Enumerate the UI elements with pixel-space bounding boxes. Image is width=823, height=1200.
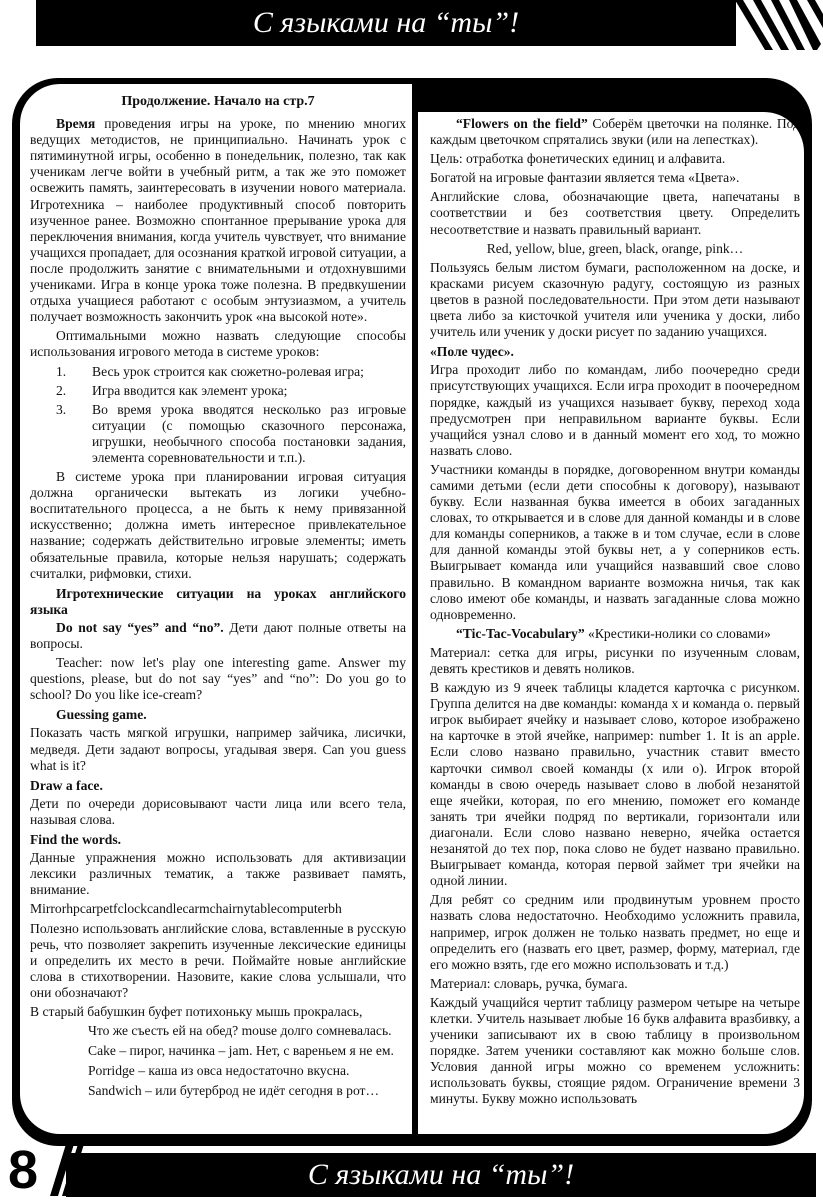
magazine-title: С языками на “ты”!	[252, 6, 520, 39]
paragraph-advanced: Для ребят со средним или продвинутым уровнем просто назвать слова недостаточно. Необходимо усложнить правила, например, игрок должен не только назвать предмет, но еще и определить его (назвать его цвет, размер, форму, материал, где его можно взять, где его можно использовать и т.д.)	[430, 892, 800, 972]
heading-pole-chudes: «Поле чудес».	[430, 344, 514, 360]
paragraph-pole-1: Игра проходит либо по командам, либо поочередно среди присутствующих учащихся. Если игра проходит в поочередном порядке, каждый из учащихся называет букву, переход хода предусмотрен при неправильном варианте буквы. Если учащийся узнал слово и в данный момент его ход, то можно назвать слово.	[430, 362, 800, 458]
paragraph-draw: Дети по очереди дорисовывают части лица или всего тела, называя слова.	[30, 795, 406, 827]
section-heading-situations: Игротехнические ситуации на уроках английского языка	[30, 585, 406, 617]
paragraph-teacher: Teacher: now let's play one interesting game. Answer my questions, please, but do not say “yes” and “no”: Do you go to school? Do you like ice-cream?	[30, 655, 406, 703]
paragraph-goal: Цель: отработка фонетических единиц и алфавита.	[430, 151, 726, 167]
paragraph-system: В системе урока при планировании игровая ситуация должна органически вытекать из логики учебно-воспитательного процесса, а не быть к нему привязанной искусственно; должна иметь интересное привлекательное название; содержать действительно игровые элементы; иметь обязательные правила, которые нельзя нарушать; содержать считалки, рифмовки, стихи.	[30, 469, 406, 581]
paragraph-cells: В каждую из 9 ячеек таблицы кладется карточка с рисунком. Группа делится на две команды: команда x и команда o. первый игрок выбирает ячейку и называет слово, которое изображено на карточке в этой ячейке, например: number 1. It is an apple. Если слово названо правильно, участник ставит вместо карточки символ своей команды (x или o). Игрок второй команды в свою очередь называет слово в любой незанятой еще ячейки, которая, по его мнению, поможет его команде занять три ячейки подряд по вертикали, горизонтали или диагонали. Если слово названо неверно, ячейка остается незанятой до тех пор, пока слово не будет названо правильно. Выигрывает команда, которая первой займет три ячейки на одной линии.	[430, 680, 800, 889]
bottom-banner	[66, 1153, 816, 1197]
list-item: 2. Игра вводится как элемент урока;	[56, 382, 288, 398]
paragraph-useful: Полезно использовать английские слова, вставленные в русскую речь, что позволяет закрепить изученные лексические единицы и определить их место в речи. Поймайте новые английские слова в стихотворении. Назовите, какие слова услышали, что они обозначают?	[30, 920, 406, 1000]
heading-tic-tac: “Tic-Tac-Vocabulary” «Крестики-нолики со словами»	[456, 625, 771, 641]
heading-draw: Draw a face.	[30, 777, 103, 793]
paragraph-optimal: Оптимальными можно назвать следующие способы использования игрового метода в системе уроков:	[30, 328, 406, 360]
continuation-heading: Продолжение. Начало на стр.7	[121, 94, 315, 109]
paragraph-find: Данные упражнения можно использовать для активизации лексики различных тематик, а также развивает память, внимание.	[30, 850, 406, 898]
poem-line: Porridge – каша из овса недостаточно вкусна.	[88, 1063, 350, 1079]
paragraph-flowers: “Flowers on the field” Соберём цветочки на полянке. Под каждым цветочком спрятались звуки (или на лепестках).	[430, 116, 800, 148]
word-puzzle: Mirrorhpcarpetfclockcandlecarmchairnytablecomputerbh	[30, 901, 342, 917]
colors-line: Red, yellow, blue, green, black, orange, pink…	[486, 240, 744, 256]
paragraph-pole-2: Участники команды в порядке, договоренном внутри команды самими детьми (если дети способны к договору), называют букву. Если названная буква имеется в обоих загаданных словах, то открывается и в слове для данной команды и в слове для команды соперников, а также в и том случае, если в слове для данной команды этой буквы нет, а у соперников есть. Выигрывает команда или учащийся назвавший свое слово правильно. В командном варианте возможна ничья, так как слово имеют обе команды, и назвать загаданные слова можно одновременно.	[430, 461, 800, 622]
paragraph-rich: Богатой на игровые фантазии является тема «Цвета».	[430, 170, 740, 186]
list-item: 3. Во время урока вводятся несколько раз игровые ситуации (с помощью сказочного персонажа, игрушки, необычного способа постановки задания, элемента соревновательности и т.п.).	[56, 401, 406, 465]
paragraph-material-2: Материал: словарь, ручка, бумага.	[430, 975, 628, 991]
top-banner	[36, 0, 736, 46]
heading-find: Find the words.	[30, 832, 122, 848]
paragraph-dont-say: Do not say “yes” and “no”. Дети дают полные ответы на вопросы.	[30, 619, 406, 651]
paragraph-time: Время проведения игры на уроке, по мнению многих ведущих методистов, не принципиально. Начинать урок с пятиминутной игры, особенно в понедельник, полезно, так как ученикам легче войти в учебный ритм, а так же это поможет освежить память, заинтересовать в изучении нового материала. Игротехника – наиболее продуктивный способ повторить изученное ранее. Возможно спонтанное прерывание урока для переключения внимания, когда учитель чувствует, что внимание учащихся пропадает, для осознания краткой игровой ситуации, а после продолжить занятие с внимательными и отдохнувшими учениками. Игра в конце урока тоже полезна. В предвкушении отдыха учащиеся работают с особым энтузиазмом, а учитель получает возможность закончить урок «на высокой ноте».	[30, 116, 406, 325]
poem	[88, 1023, 406, 1099]
paragraph-rainbow: Пользуясь белым листом бумаги, расположенном на доске, и красками рисуем сказочную радугу, состоящую из разных цветов в разной последовательности. При этом дети называют цвета либо за кисточкой учителя или ученика у доски, либо учитель или ученик у доски рисует по заданию учащихся.	[430, 259, 800, 340]
paragraph-guessing: Показать часть мягкой игрушки, например зайчика, лисички, медведя. Дети задают вопросы, угадывая зверя. Can you guess what is it?	[30, 725, 406, 773]
decorative-stripes-icon	[733, 0, 823, 50]
page-number: 8	[8, 1140, 39, 1200]
footer-magazine-title: С языками на “ты”!	[307, 1158, 575, 1191]
paragraph-english-words: Английские слова, обозначающие цвета, напечатаны в соответствии и без соответствия цвету. Определить несоответствие и назвать правильный вариант.	[430, 189, 800, 237]
poem-line: Cake – пирог, начинка – jam. Нет, с вареньем я не ем.	[88, 1043, 394, 1059]
right-column	[418, 112, 804, 1134]
poem-intro: В старый бабушкин буфет потихоньку мышь прокралась,	[30, 1003, 363, 1019]
poem-line: Что же съесть ей на обед? mouse долго сомневалась.	[88, 1023, 392, 1039]
poem-line: Sandwich – или бутерброд не идёт сегодня в рот…	[88, 1083, 380, 1099]
paragraph-table: Каждый учащийся чертит таблицу размером четыре на четыре клетки. Учитель называет любые 16 букв алфавита вразбивку, а ученики записывают их в свою таблицу в произвольном порядке. Затем ученики составляют как можно больше слов. Условия данной игры можно со временем усложнить: использовать буквы, стоящие рядом. Ограничение времени 3 минуты. Букву можно использовать	[430, 994, 800, 1107]
list-item: 1. Весь урок строится как сюжетно-ролевая игра;	[56, 363, 364, 379]
methods-list	[30, 364, 406, 467]
paragraph-material-1: Материал: сетка для игры, рисунки по изученным словам, девять крестиков и девять ноликов.	[430, 644, 800, 676]
left-column	[20, 84, 412, 1134]
heading-guessing: Guessing game.	[56, 707, 147, 723]
